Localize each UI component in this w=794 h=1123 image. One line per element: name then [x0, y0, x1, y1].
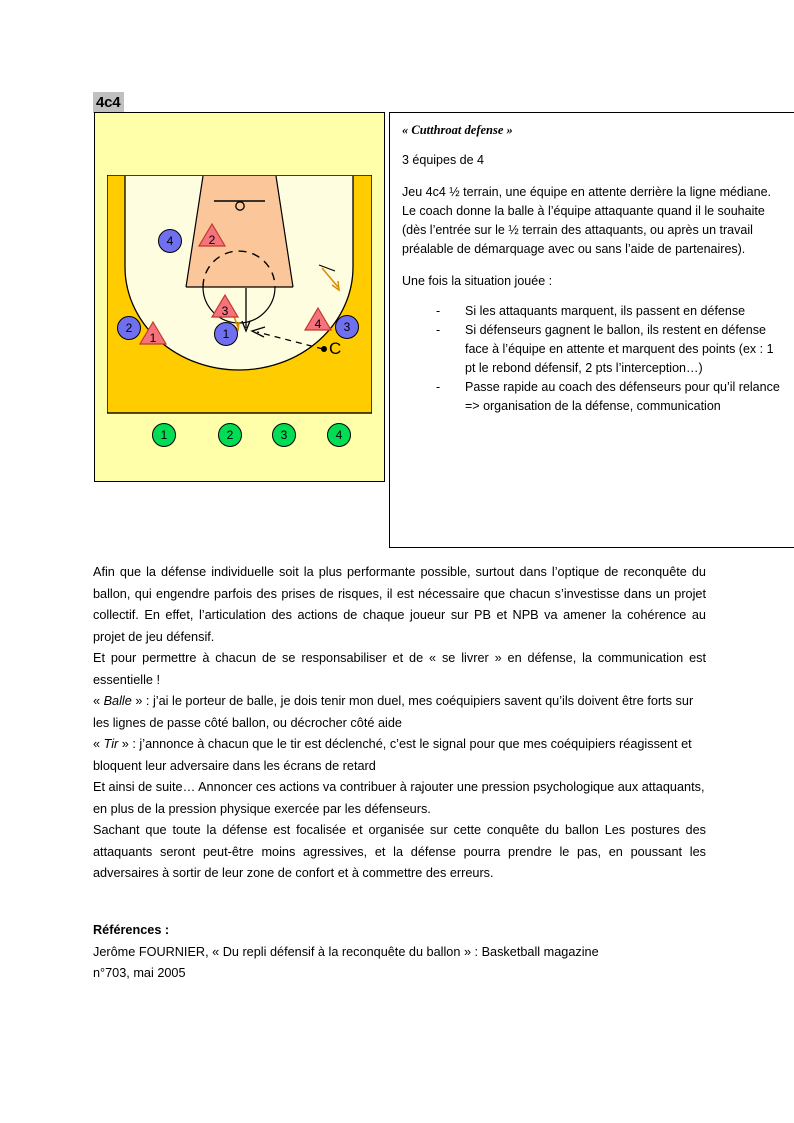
bullet-dash: - [436, 304, 441, 318]
reference-line-1: Jerôme FOURNIER, « Du repli défensif à la reconquête du ballon » : Basketball magazine [93, 944, 599, 959]
defender-marker-4: 4 [158, 229, 182, 253]
paragraph-3 [93, 691, 706, 734]
waiting-marker-4: 4 [327, 423, 351, 447]
reference-line-2: n°703, mai 2005 [93, 966, 186, 980]
drill-setup: Jeu 4c4 ½ terrain, une équipe en attente derrière la ligne médiane. Le coach donne la balle à l’équipe attaquante quand il le souhaite (dès l’entrée sur le ½ terrain des attaquants, ou après un travail préalable de démarquage avec ou sans l’aide de partenaires). [402, 185, 771, 256]
references-heading: Références : [93, 923, 170, 937]
coach-dot-icon [321, 346, 327, 352]
defender-marker-2: 2 [117, 316, 141, 340]
list-item [436, 302, 785, 321]
attacker-marker-3: 3 [211, 294, 239, 318]
page-title: 4c4 [93, 92, 124, 113]
attacker-marker-1: 1 [139, 321, 167, 345]
quote-open: « [93, 737, 104, 751]
paragraph-4-rest: » : j’annonce à chacun que le tir est déclenché, c’est le signal pour que mes coéquipiers réagissent et bloquent leur adversaire dans les écrans de retard [93, 737, 692, 773]
references-section [93, 920, 706, 985]
term-balle: Balle [103, 694, 132, 708]
defender-marker-1: 1 [214, 322, 238, 346]
drill-title: « Cutthroat defense » [402, 123, 513, 137]
waiting-marker-1: 1 [152, 423, 176, 447]
waiting-marker-2: 2 [218, 423, 242, 447]
drill-description-cell [389, 112, 794, 548]
term-tir: Tir [103, 737, 119, 751]
drill-teams: 3 équipes de 4 [402, 153, 485, 167]
paragraph-5: Et ainsi de suite… Annoncer ces actions va contribuer à rajouter une pression psychologique aux attaquants, en plus de la pression physique exercée par les défenseurs. [93, 780, 705, 816]
waiting-marker-3: 3 [272, 423, 296, 447]
paragraph-1: Afin que la défense individuelle soit la plus performante possible, surtout dans l’optique de reconquête du ballon, qui engendre parfois des prises de risques, il est nécessaire que chacun s’investisse dans un projet collectif. En effet, l’articulation des actions de chaque joueur sur PB et NPB va amener la cohérence au projet de jeu défensif. [93, 565, 706, 644]
list-item [436, 378, 785, 416]
basketball-half-court [107, 175, 372, 415]
list-item [436, 321, 785, 378]
paragraph-3-rest: » : j’ai le porteur de balle, je dois tenir mon duel, mes coéquipiers savent qu’ils doivent être forts sur les lignes de passe côté ballon, ou décrocher côté aide [93, 694, 694, 730]
list-item-text: Si les attaquants marquent, ils passent en défense [465, 304, 746, 318]
drill-rules-list [402, 302, 785, 416]
paragraph-4 [93, 734, 706, 777]
body-text [93, 562, 706, 885]
paragraph-6: Sachant que toute la défense est focalisée et organisée sur cette conquête du ballon Les postures des attaquants seront peut-être moins agressives, et la défense pourra prendre le pas, en poussant les adversaires à sortir de leur zone de confort et à commettre des erreurs. [93, 823, 706, 880]
attacker-marker-4: 4 [304, 307, 332, 331]
defender-marker-3: 3 [335, 315, 359, 339]
bullet-dash: - [436, 380, 441, 394]
list-item-text: Si défenseurs gagnent le ballon, ils restent en défense face à l’équipe en attente et marquent des points (ex : 1 pt le rebond défensif, 2 pts l’interception…) [465, 323, 774, 375]
paragraph-2: Et pour permettre à chacun de se responsabiliser et de « se livrer » en défense, la communication est essentielle ! [93, 651, 706, 687]
quote-open: « [93, 694, 104, 708]
drill-once-played: Une fois la situation jouée : [402, 274, 553, 288]
list-item-text: Passe rapide au coach des défenseurs pour qu’il relance => organisation de la défense, communication [465, 380, 780, 413]
bullet-dash: - [436, 323, 441, 337]
court-diagram-cell [94, 112, 385, 482]
attacker-marker-2: 2 [198, 223, 226, 247]
coach-label: C [329, 339, 342, 358]
